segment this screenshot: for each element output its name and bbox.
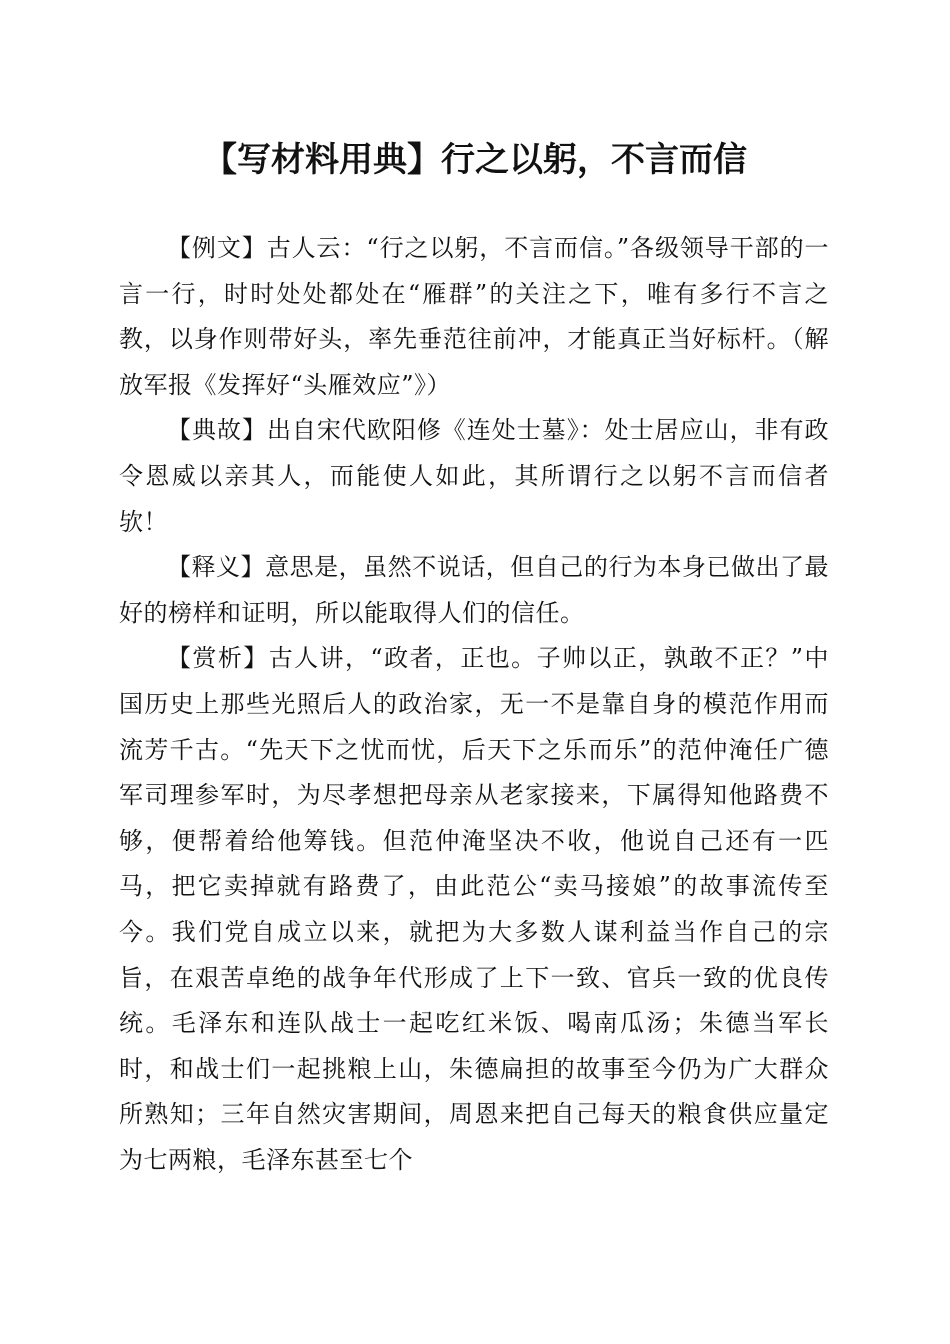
- paragraph-allusion: [119, 408, 829, 545]
- paragraph-text: 意思是，虽然不说话，但自己的行为本身已做出了最好的榜样和证明，所以能取得人们的信任。: [119, 553, 829, 627]
- paragraph-text: 出自宋代欧阳修《连处士墓》：处士居应山，非有政令恩威以亲其人，而能使人如此，其所谓行之以躬不言而信者欤！: [119, 416, 830, 536]
- paragraph-tag: 【典故】: [167, 416, 267, 445]
- paragraph-text: 古人云：“行之以躬，不言而信。”各级领导干部的一言一行，时时处处都处在“雁群”的关注之下，唯有多行不言之教，以身作则带好头，率先垂范往前冲，才能真正当好标杆。（解放军报《发挥好“头雁效应”》）: [119, 234, 829, 399]
- document-title: 【写材料用典】行之以躬，不言而信: [203, 140, 747, 180]
- paragraph-text: 古人讲，“政者，正也。子帅以正，孰敢不正？”中国历史上那些光照后人的政治家，无一不是靠自身的模范作用而流芳千古。“先天下之忧而忧，后天下之乐而乐”的范仲淹任广德军司理参军时，为尽孝想把母亲从老家接来，下属得知他路费不够，便帮着给他筹钱。但范仲淹坚决不收，他说自己还有一匹马，把它卖掉就有路费了，由此范公“卖马接娘”的故事流传至今。我们党自成立以来，就把为大多数人谋利益当作自己的宗旨，在艰苦卓绝的战争年代形成了上下一致、官兵一致的优良传统。毛泽东和连队战士一起吃红米饭、喝南瓜汤；朱德当军长时，和战士们一起挑粮上山，朱德扁担的故事至今仍为广大群众所熟知；三年自然灾害期间，周恩来把自己每天的粮食供应量定为七两粮，毛泽东甚至七个: [119, 644, 829, 1174]
- paragraph-meaning: [119, 545, 829, 636]
- paragraph-tag: 【例文】: [167, 234, 267, 262]
- paragraph-tag: 【赏析】: [167, 644, 269, 673]
- paragraph-analysis: [119, 636, 829, 1183]
- paragraph-example: [119, 226, 829, 408]
- document-body: [119, 226, 829, 1183]
- paragraph-tag: 【释义】: [167, 553, 266, 582]
